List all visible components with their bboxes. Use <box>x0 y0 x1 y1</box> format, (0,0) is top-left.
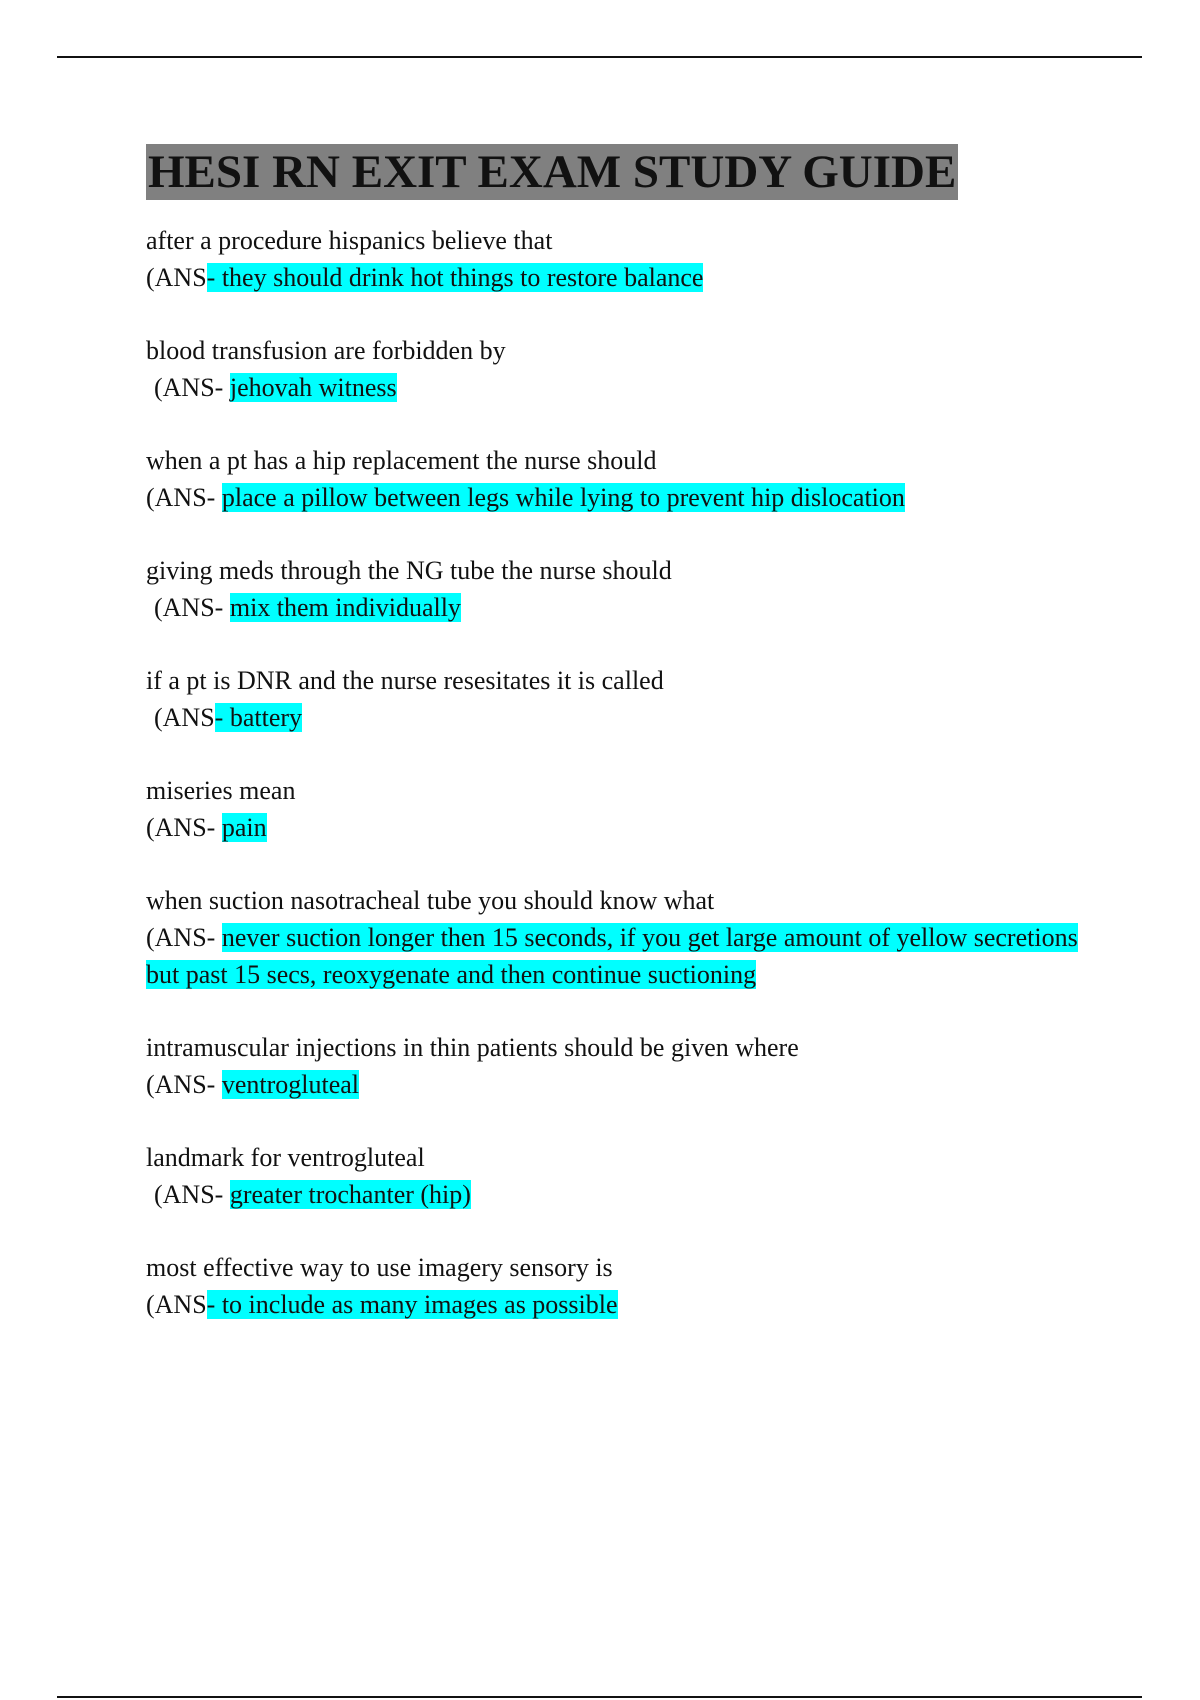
question-text: giving meds through the NG tube the nurse should <box>146 556 672 585</box>
answer-prefix: (ANS <box>146 1290 207 1319</box>
answer-highlight: mix them individually <box>229 593 461 622</box>
answer-line <box>146 1066 1106 1103</box>
answer-highlight: never suction longer then 15 seconds, if you get large amount of yellow secretions but past 15 secs, reoxygenate and then continue suctioning <box>146 923 1078 989</box>
qa-list <box>146 222 1106 1323</box>
top-rule <box>57 56 1142 58</box>
answer-line <box>146 1176 1106 1213</box>
qa-item <box>146 552 1106 626</box>
answer-highlight: - battery <box>214 703 303 732</box>
question-text: when suction nasotracheal tube you should know what <box>146 886 715 915</box>
bottom-rule <box>57 1696 1142 1698</box>
answer-prefix: (ANS <box>154 703 215 732</box>
question-text: after a procedure hispanics believe that <box>146 226 553 255</box>
answer-prefix: (ANS- <box>154 593 230 622</box>
answer-highlight: pain <box>221 813 267 842</box>
document-body <box>146 144 1106 1359</box>
question-text: blood transfusion are forbidden by <box>146 336 506 365</box>
answer-prefix: (ANS- <box>146 813 222 842</box>
answer-prefix: (ANS- <box>154 373 230 402</box>
answer-prefix: (ANS- <box>146 483 222 512</box>
answer-line <box>146 699 1106 736</box>
qa-item <box>146 1029 1106 1103</box>
qa-item <box>146 772 1106 846</box>
question-text: landmark for ventrogluteal <box>146 1143 425 1172</box>
answer-highlight: place a pillow between legs while lying to prevent hip dislocation <box>221 483 905 512</box>
qa-item <box>146 442 1106 516</box>
question-text: when a pt has a hip replacement the nurse should <box>146 446 657 475</box>
qa-item <box>146 1139 1106 1213</box>
answer-line <box>146 1286 1106 1323</box>
question-text: intramuscular injections in thin patients should be given where <box>146 1033 799 1062</box>
answer-highlight: ventrogluteal <box>221 1070 360 1099</box>
question-text: miseries mean <box>146 776 296 805</box>
answer-prefix: (ANS- <box>146 1070 222 1099</box>
question-text: most effective way to use imagery sensory is <box>146 1253 613 1282</box>
answer-prefix: (ANS- <box>146 923 222 952</box>
answer-highlight: - to include as many images as possible <box>206 1290 618 1319</box>
answer-line <box>146 809 1106 846</box>
question-text: if a pt is DNR and the nurse resesitates it is called <box>146 666 664 695</box>
answer-line <box>146 259 1106 296</box>
answer-line <box>146 369 1106 406</box>
answer-prefix: (ANS- <box>154 1180 230 1209</box>
answer-prefix: (ANS <box>146 263 207 292</box>
answer-highlight: greater trochanter (hip) <box>229 1180 471 1209</box>
document-title: HESI RN EXIT EXAM STUDY GUIDE <box>148 146 957 198</box>
answer-line <box>146 919 1106 993</box>
answer-line <box>146 479 1106 516</box>
answer-line <box>146 589 1106 626</box>
qa-item <box>146 662 1106 736</box>
answer-highlight: jehovah witness <box>229 373 397 402</box>
qa-item <box>146 332 1106 406</box>
qa-item <box>146 222 1106 296</box>
qa-item <box>146 1249 1106 1323</box>
answer-highlight: - they should drink hot things to restore balance <box>206 263 704 292</box>
qa-item <box>146 882 1106 993</box>
